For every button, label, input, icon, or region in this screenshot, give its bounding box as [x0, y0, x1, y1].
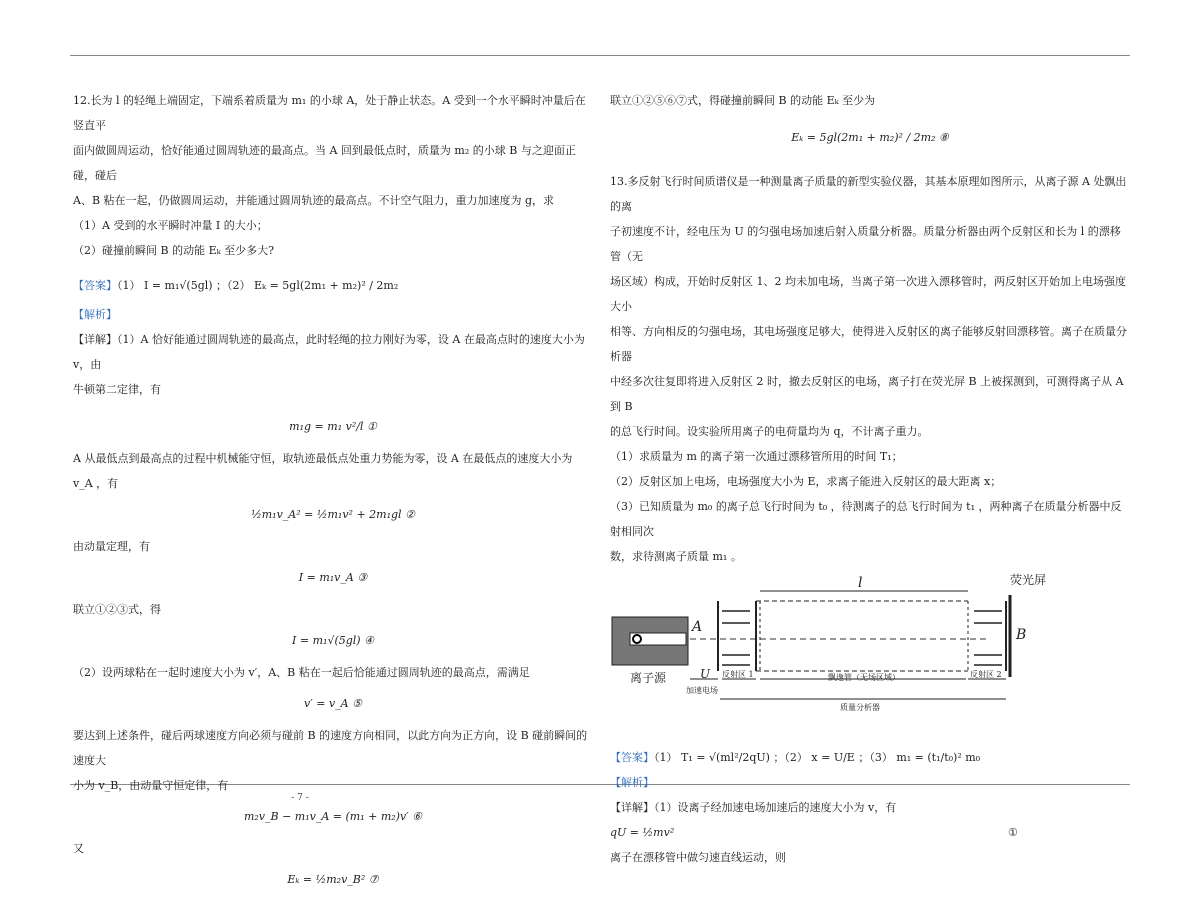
q12-line-2: 面内做圆周运动，恰好能通过圆周轨迹的最高点。当 A 回到最低点时，质量为 m₂ 的小球 B 与之迎面正碰，碰后	[73, 144, 576, 182]
detail-tag-13: 【详解】	[610, 801, 654, 814]
q13-line-5: 中经多次往复即将进入反射区 2 时，撤去反射区的电场，离子打在荧光屏 B 上被探测到，可测得离子从 A 到 B	[610, 375, 1124, 413]
answer-text: （1） I = m₁√(5gl) ；（2） Eₖ = 5gl(2m₁ + m₂)² / 2m₂	[117, 279, 399, 292]
equation-9: qU = ½mv²	[610, 826, 675, 839]
detail-7: 要达到上述条件，碰后两球速度方向必须与碰前 B 的速度方向相同，以此方向为正方向，设 B 碰前瞬间的速度大	[73, 729, 588, 767]
q13-line-6: 的总飞行时间。设实验所用离子的电荷量均为 q，不计离子重力。	[610, 425, 929, 438]
fig-source-label: 离子源	[630, 671, 667, 685]
q13-line-4: 相等、方向相反的匀强电场，其电场强度足够大，使得进入反射区的离子能够反射回漂移管。离子在质量分析器	[610, 325, 1127, 363]
detail-text-13-1: （1）设离子经加速电场加速后的速度大小为 v，有	[654, 801, 897, 814]
answer-tag: 【答案】	[73, 279, 117, 292]
equation-8: Eₖ = 5gl(2m₁ + m₂)² / 2m₂ ⑧	[791, 131, 949, 144]
q13-sub-2: （2）反射区加上电场，电场强度大小为 E，求离子能进入反射区的最大距离 x；	[610, 475, 1002, 488]
fig-u-label: U	[700, 667, 711, 681]
figure-svg	[610, 579, 1130, 739]
top-rule	[70, 55, 1130, 56]
q13-answer	[610, 745, 1130, 770]
refl1-field-arrows	[722, 611, 750, 665]
detail-tag: 【详解】	[73, 333, 117, 346]
equation-4: I = m₁√(5gl) ④	[292, 634, 374, 647]
answer-tag-13: 【答案】	[610, 751, 654, 764]
q12-answer	[73, 273, 593, 298]
q12-line-3: A、B 粘在一起，仍做圆周运动，并能通过圆周轨迹的最高点。不计空气阻力，重力加速度为 g，求	[73, 194, 555, 207]
detail-5: 联立①②③式，得	[73, 603, 161, 616]
q13-line-2: 子初速度不计，经电压为 U 的匀强电场加速后射入质量分析器。质量分析器由两个反射区和长为 l 的漂移管（无	[610, 225, 1121, 263]
mass-spectrometer-figure	[610, 573, 1130, 739]
equation-1: m₁g = m₁ v²/l ①	[289, 420, 377, 433]
fig-b-label: B	[1016, 627, 1027, 643]
detail-9: 又	[73, 842, 84, 855]
fig-refl1-label: 反射区 1	[722, 670, 754, 679]
detail-6: （2）设两球粘在一起时速度大小为 v′，A、B 粘在一起后恰能通过圆周轨迹的最高点，需满足	[73, 666, 530, 679]
q12-sub-1: （1）A 受到的水平瞬时冲量 I 的大小；	[73, 219, 268, 232]
equation-7: Eₖ = ½m₂v_B² ⑦	[287, 873, 379, 886]
q13-sub-1: （1）求质量为 m 的离子第一次通过漂移管所用的时间 T₁；	[610, 450, 903, 463]
detail-3: A 从最低点到最高点的过程中机械能守恒，取轨迹最低点处重力势能为零，设 A 在最低点的速度大小为 v_A ，有	[73, 452, 573, 490]
ion-source-dot	[633, 635, 641, 643]
jiexi-tag: 【解析】	[73, 308, 117, 321]
equation-2: ½m₁v_A² = ½m₁v² + 2m₁gl ②	[251, 508, 415, 521]
q13-sub-3b: 数，求待测离子质量 m₁ 。	[610, 550, 742, 563]
detail-text-1: （1）A 恰好能通过圆周轨迹的最高点，此时轻绳的拉力刚好为零，设 A 在最高点时的速度大小为 v，由	[73, 333, 585, 371]
fig-drift-label: 飘逸管（无场区域）	[828, 673, 900, 682]
refl2-field-arrows	[974, 611, 1002, 665]
detail-13-2: 离子在漂移管中做匀速直线运动，则	[610, 851, 786, 864]
q13-sub-3a: （3）已知质量为 m₀ 的离子总飞行时间为 t₀ ，待测离子的总飞行时间为 t₁ ，两种离子在质量分析器中反射相同次	[610, 500, 1122, 538]
fig-refl2-label: 反射区 2	[970, 670, 1002, 679]
equation-5: v′ = v_A ⑤	[304, 697, 362, 710]
fig-screen-label: 荧光屏	[1010, 573, 1047, 587]
detail-8: 小为 v_B，由动量守恒定律，有	[73, 779, 229, 792]
fig-l-label: l	[858, 575, 863, 591]
equation-3: I = m₁v_A ③	[298, 571, 368, 584]
equation-9-row	[610, 820, 1130, 845]
detail-13-1	[610, 795, 1130, 820]
page-number: - 7 -	[291, 793, 309, 803]
jiexi-tag-13: 【解析】	[610, 776, 654, 789]
fig-a-label: A	[692, 619, 703, 635]
answer-text-13: （1） T₁ = √(ml²/2qU) ；（2） x = U/E ；（3） m₁ = (t₁/t₀)² m₀	[654, 751, 981, 764]
right-column	[610, 88, 1130, 870]
detail-2: 牛顿第二定律，有	[73, 383, 161, 396]
q12-sub-2: （2）碰撞前瞬间 B 的动能 Eₖ 至少多大?	[73, 244, 275, 257]
fig-accel-label: 加速电场	[686, 686, 718, 695]
right-line-1: 联立①②⑤⑥⑦式，得碰撞前瞬间 B 的动能 Eₖ 至少为	[610, 94, 876, 107]
detail-1	[73, 327, 593, 377]
left-column	[73, 88, 593, 899]
q13-line-1: 13.多反射飞行时间质谱仪是一种测量离子质量的新型实验仪器，其基本原理如图所示，从离子源 A 处飘出的离	[610, 175, 1127, 213]
equation-6: m₂v_B − m₁v_A = (m₁ + m₂)v′ ⑥	[243, 810, 423, 823]
detail-4: 由动量定理，有	[73, 540, 150, 553]
q13-line-3: 场区域）构成，开始时反射区 1、2 均未加电场，当离子第一次进入漂移管时，两反射区开始加上电场强度大小	[610, 275, 1126, 313]
q12-line-1: 12.长为 l 的轻绳上端固定，下端系着质量为 m₁ 的小球 A，处于静止状态。A 受到一个水平瞬时冲量后在竖直平	[73, 94, 586, 132]
equation-9-number: ①	[1008, 826, 1018, 839]
fig-analyzer-label: 质量分析器	[840, 703, 880, 712]
